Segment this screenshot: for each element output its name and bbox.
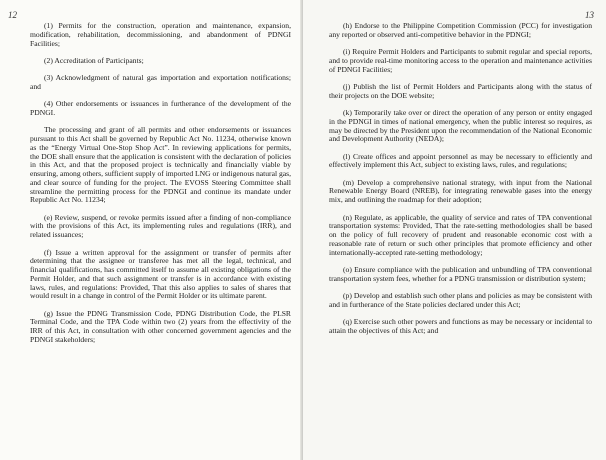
paragraph-k: (k) Temporarily take over or direct the operation of any person or entity engaged in the PDNGI in times of national emergency, when the public interest so requires, as may be directed by the President upon the recommendation of the National Economic and Development Authority (NEDA);: [329, 108, 592, 144]
paragraph-m: (m) Develop a comprehensive national strategy, with input from the National Renewable Energy Board (NREB), for integrating renewable gases into the energy mix, and outlining the roadmap for their adoption;: [329, 177, 592, 205]
page-number-left: 12: [8, 10, 17, 20]
paragraph-1: (1) Permits for the construction, operation and maintenance, expansion, modification, rehabilitation, decommissioning, and abandonment of PDNGI Facilities;: [30, 21, 291, 48]
paragraph-g: (g) Issue the PDNG Transmission Code, PDNG Distribution Code, the PLSR Terminal Code, and the TPA Code within two (2) years from the effectivity of the IRR of this Act, in consultation with other concerned government agencies and the PDNGI stakeholders;: [30, 308, 291, 344]
paragraph-h: (h) Endorse to the Philippine Competition Commission (PCC) for investigation any reported or observed anti-competitive behavior in the PDNGI;: [329, 21, 592, 39]
paragraph-4: (4) Other endorsements or issuances in furtherance of the development of the PDNGI.: [30, 99, 291, 118]
right-page: [303, 0, 606, 460]
paragraph-f: (f) Issue a written approval for the assignment or transfer of permits after determining that the assignee or transferee has met all the legal, technical, and financial qualifications, has committed itself to assume all existing obligations of the Permit Holder, and that such assignment or transfer is in accordance with existing laws, rules, and regulations: Provided, That this also applies to sales of shares that would result in a change in control of the Permit Holder or its ultimate parent.: [30, 247, 291, 301]
page-number-right: 13: [585, 10, 594, 20]
paragraph-e: (e) Review, suspend, or revoke permits issued after a finding of non-compliance with the provisions of this Act, its implementing rules and regulations (IRR), and related issuances;: [30, 212, 291, 240]
paragraph-2: (2) Accreditation of Participants;: [44, 55, 144, 65]
paragraph-l: (l) Create offices and appoint personnel as may be necessary to efficiently and effectively implement this Act, subject to existing laws, rules, and regulations;: [329, 151, 592, 170]
paragraph-3: (3) Acknowledgment of natural gas importation and exportation notifications; and: [30, 73, 291, 91]
paragraph-n: (n) Regulate, as applicable, the quality of service and rates of TPA conventional transportation systems: Provided, That the rate-setting methodologies shall be based on the policy of full recovery of prudent and reasonable economic cost with a reasonable rate of return or such other principles that promote efficiency and other internationally-accepted rate-setting methodology;: [329, 212, 592, 257]
paragraph-p: (p) Develop and establish such other plans and policies as may be consistent with and in furtherance of the State policies declared under this Act;: [329, 291, 592, 309]
paragraph-j: (j) Publish the list of Permit Holders and Participants along with the status of their projects on the DOE website;: [329, 81, 592, 100]
paragraph-5: The processing and grant of all permits and other endorsements or issuances pursuant to this Act shall be governed by Republic Act No. 11234, otherwise known as the “Energy Virtual One-Stop Shop Act”. In reviewing applications for permits, the DOE shall ensure that the application is consistent with the declaration of policies in this Act, and that the proposed project is technically and financially viable by ensuring, among others, sufficient supply of imported LNG or indigenous natural gas, and clear source of funding for the project. The EVOSS Steering Committee shall streamline the permitting process for the PDNGI and continue its mandate under Republic Act No. 11234;: [30, 125, 291, 205]
paragraph-i: (i) Require Permit Holders and Participants to submit regular and special reports, and to provide real-time monitoring access to the operation and maintenance activities of PDNGI Facilities;: [329, 47, 592, 74]
paragraph-q: (q) Exercise such other powers and functions as may be necessary or incidental to attain the objectives of this Act; and: [329, 317, 592, 335]
paragraph-o: (o) Ensure compliance with the publication and unbundling of TPA conventional transportation system fees, whether for a PDNG transmission or distribution system;: [329, 264, 592, 283]
